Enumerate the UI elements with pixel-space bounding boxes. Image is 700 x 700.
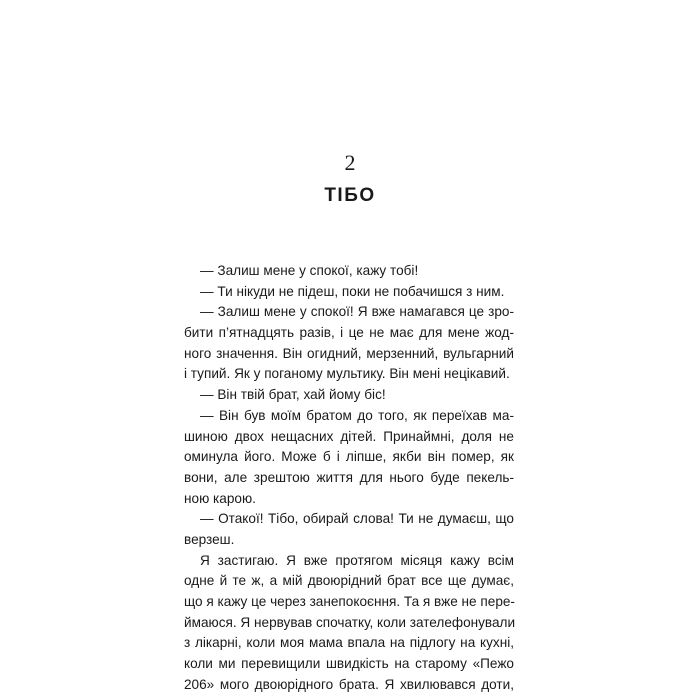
text-line: шиною двох нещасних дітей. Принаймні, доля не: [184, 428, 514, 444]
text-line: вони, але зрештою життя для нього буде пекель-: [184, 469, 514, 485]
chapter-title: ТІБО: [324, 185, 376, 206]
text-line: і тупий. Як у поганому мультику. Він мені нецікавий.: [184, 366, 510, 382]
chapter-number: 2: [344, 150, 356, 175]
text-line: — Він був моїм братом до того, як переїхав ма-: [200, 407, 514, 423]
text-line: верзеш.: [184, 531, 235, 547]
text-line: — Залиш мене у спокої! Я вже намагався це зро-: [200, 304, 514, 320]
text-line: — Залиш мене у спокої, кажу тобі!: [200, 263, 419, 278]
text-line: бити п’ятнадцять разів, і це не має для мене жод-: [184, 325, 514, 341]
text-line: Я застигаю. Я вже протягом місяця кажу всім: [200, 552, 514, 568]
text-line: — Він твій брат, хай йому біс!: [200, 387, 386, 403]
text-line: — Ти нікуди не підеш, поки не побачишся з ним.: [200, 283, 505, 299]
text-line: з лікарні, коли моя мама впала на підлогу на кухні,: [184, 635, 514, 651]
text-line: 206» мого двоюрідного брата. Я хвилювався доти,: [184, 676, 514, 692]
text-line: що я кажу це через занепокоєння. Та я вже не пере-: [184, 594, 515, 609]
chapter-body-text: [184, 261, 514, 695]
text-line: ною карою.: [184, 490, 256, 506]
text-line: — Отакої! Тібо, обирай слова! Ти не думаєш, що: [200, 511, 514, 527]
text-line: ймаюся. Я нервував спочатку, коли зателефонували: [184, 614, 516, 630]
text-line: коли ми перевищили швидкість на старому «Пежо: [184, 656, 514, 672]
text-line: одне й те ж, а мій двоюрідний брат все ще думає,: [184, 573, 514, 589]
text-line: ного значення. Він огидний, мерзенний, вульгарний: [184, 345, 514, 361]
text-line: оминула його. Може б і ліпше, якби він помер, як: [184, 449, 514, 465]
